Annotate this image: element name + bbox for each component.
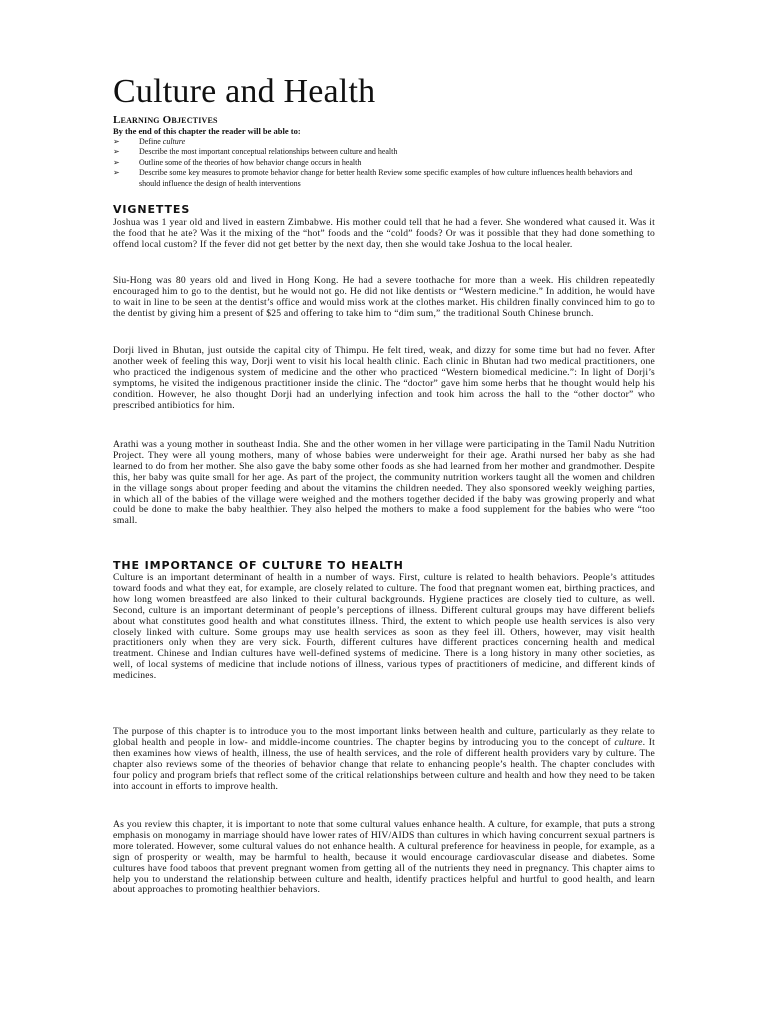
importance-paragraph-2 xyxy=(113,727,655,792)
paragraph-text: . It then examines how views of health, illness, the use of health services, and the role of different health providers vary by culture. The chapter also reviews some of the theories of behavior change that relate to enhancing people’s health. The chapter concludes with four policy and program briefs that reflect some of the critical relationships between culture and health and how they need to be taken into account in efforts to improve health. xyxy=(113,736,655,792)
importance-paragraph-3: As you review this chapter, it is important to note that some cultural values enhance health. A culture, for example, that puts a strong emphasis on monogamy in marriage should have lower rates of HIV/AIDS than cultures in which having concurrent sexual partners is more tolerated. However, some cultural values do not enhance health. A cultural preference for heaviness in people, for example, as a sign of prosperity or wealth, may be harmful to health, because it would encourage cardiovascular disease and diabetes. Some cultures have food taboos that prevent pregnant women from getting all of the nutrients they need in pregnancy. This chapter aims to help you to understand the relationship between culture and health, identify practices helpful and hurtful to good health, and learn about approaches to promoting healthier behaviors. xyxy=(113,819,655,896)
importance-paragraph-1: Culture is an important determinant of health in a number of ways. First, culture is related to health behaviors. People’s attitudes toward foods and what they eat, for example, are closely related to culture. The food that pregnant women eat, birthing practices, and how long women breastfeed are also linked to their cultural backgrounds. Hygiene practices are closely tied to culture, as well. Second, culture is an important determinant of people’s perceptions of illness. Different cultural groups may have different beliefs about what constitutes good health and what constitutes illness. Third, the extent to which people use health services is also very closely linked with culture. Some groups may use health services as soon as they feel ill. Others, however, may visit health practitioners only when they are very sick. Fourth, different cultures have different practices concerning health and medical treatment. Chinese and Indian cultures have well-defined systems of medicine. There is a long history in many other societies, as well, of local systems of medicine that include notions of illness, various types of practitioners of medicine, and different kinds of medicines. xyxy=(113,572,655,682)
objective-item xyxy=(113,137,655,147)
culture-term: culture xyxy=(614,736,643,748)
arrow-bullet-icon: ➢ xyxy=(113,157,120,167)
objective-item xyxy=(113,147,655,157)
vignette-paragraph-joshua: Joshua was 1 year old and lived in eastern Zimbabwe. His mother could tell that he had a fever. She wondered what caused it. Was it the food that he ate? Was it the mixing of the “hot” foods and the “cold” foods? Or was it possible that they had done something to offend local custom? If the fever did not get better by the next day, then she would take Joshua to the local healer. xyxy=(113,217,655,250)
learning-objectives-lead: By the end of this chapter the reader will be able to: xyxy=(113,126,301,136)
objective-text: Describe some key measures to promote behavior change for better health Review some specific examples of how culture influences health behaviors and should influence the design of health interventions xyxy=(139,168,633,188)
paragraph-text: The purpose of this chapter is to introduce you to the most important links between health and culture, particularly as they relate to global health and people in low- and middle-income countries. The chapter begins by introducing you to the concept of xyxy=(113,726,655,748)
objective-text: Describe the most important conceptual relationships between culture and health xyxy=(139,147,398,157)
vignettes-heading: VIGNETTES xyxy=(113,203,191,216)
objective-term: culture xyxy=(162,137,186,146)
vignette-paragraph-siu-hong: Siu-Hong was 80 years old and lived in Hong Kong. He had a severe toothache for more than a week. His children repeatedly encouraged him to go to the dentist, but he would not go. He did not like dentists or “Western medicine.” In addition, he would have to wait in line to be seen at the dentist’s office and would miss work at the clothes market. His children finally convinced him to go to the dentist by giving him a present of $25 and offering to take him to “dim sum,” the traditional South Chinese brunch. xyxy=(113,275,655,319)
objective-text: Define xyxy=(139,137,163,146)
arrow-bullet-icon: ➢ xyxy=(113,137,120,146)
vignette-paragraph-dorji: Dorji lived in Bhutan, just outside the capital city of Thimpu. He felt tired, weak, and dizzy for some time but had no fever. After another week of feeling this way, Dorji went to visit his local health clinic. Each clinic in Bhutan had two medical practitioners, one who practiced the indigenous system of medicine and the other who practiced “Western biomedical medicine.”: In light of Dorji’s symptoms, he visited the indigenous practitioner inside the clinic. The “doctor” gave him some herbs that he thought would help his condition. However, he also thought Dorji had an underlying infection and took him across the hall to the “other doctor” who prescribed antibiotics for him. xyxy=(113,345,655,411)
arrow-bullet-icon: ➢ xyxy=(113,168,120,178)
objective-item xyxy=(113,168,655,189)
objective-text: Outline some of the theories of how behavior change occurs in health xyxy=(139,157,362,167)
chapter-title: Culture and Health xyxy=(113,73,376,110)
vignette-paragraph-arathi: Arathi was a young mother in southeast India. She and the other women in her village were participating in the Tamil Nadu Nutrition Project. They were all young mothers, many of whose babies were underweight for their age. Arathi nursed her baby as she had learned to do from her mother. She also gave the baby some other foods as she had learned from her mother and grandmother. Despite this, her baby was quite small for her age. As part of the project, the community nutrition workers taught all the women and children in the village songs about proper feeding and about the vitamins the children needed. They also sponsored weekly weighing parties, in which all of the babies of the village were weighed and the mothers together decided if the baby was growing properly and what could be done to make the baby healthier. They also helped the mothers to make a food supplement for the babies who were “too small. xyxy=(113,439,655,527)
objective-item xyxy=(113,158,655,168)
importance-heading: THE IMPORTANCE OF CULTURE TO HEALTH xyxy=(113,559,404,572)
arrow-bullet-icon: ➢ xyxy=(113,147,120,157)
learning-objectives-list xyxy=(113,137,655,189)
learning-objectives-heading: Learning Objectives xyxy=(113,114,218,126)
